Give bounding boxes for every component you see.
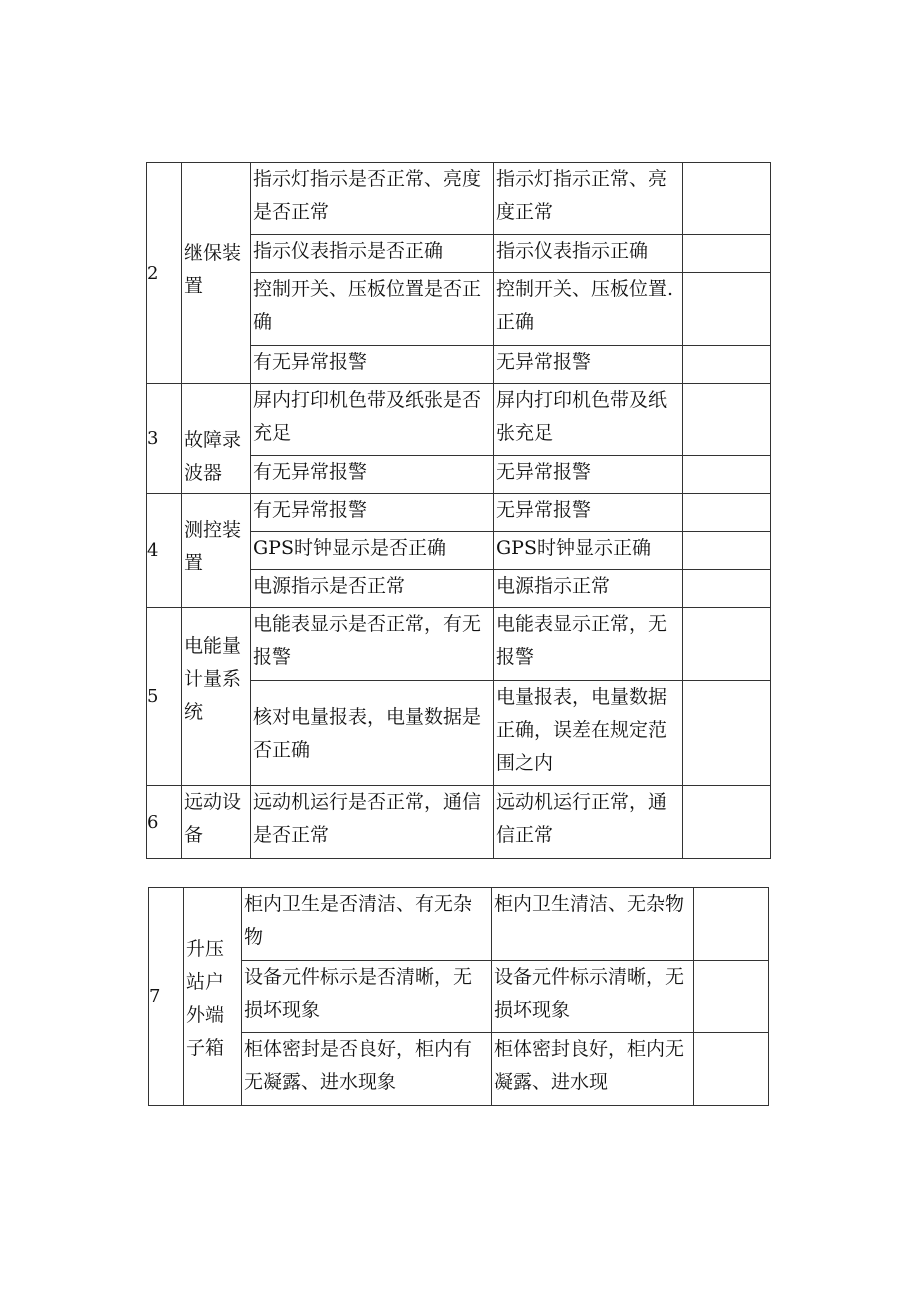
check-item: 屏内打印机色带及纸张是否充足 bbox=[251, 384, 494, 456]
standard-item: 远动机运行正常，通信正常 bbox=[494, 786, 683, 859]
table-row bbox=[149, 888, 769, 961]
check-item: 有无异常报警 bbox=[251, 494, 494, 532]
system-name: 测控装置 bbox=[182, 494, 251, 608]
result-cell bbox=[683, 570, 771, 608]
system-name: 电能量计量系统 bbox=[182, 608, 251, 786]
table-row bbox=[147, 163, 771, 235]
standard-item: 电量报表，电量数据正确，误差在规定范围之内 bbox=[494, 681, 683, 786]
item-number: 5 bbox=[147, 608, 182, 786]
standard-item: 无异常报警 bbox=[494, 346, 683, 384]
item-number: 4 bbox=[147, 494, 182, 608]
table-row bbox=[149, 961, 769, 1033]
system-name: 故障录波器 bbox=[182, 384, 251, 494]
check-item: 控制开关、压板位置是否正确 bbox=[251, 273, 494, 346]
check-item: 电能表显示是否正常，有无报警 bbox=[251, 608, 494, 681]
check-item: 远动机运行是否正常，通信是否正常 bbox=[251, 786, 494, 859]
result-cell bbox=[694, 961, 769, 1033]
inspection-table-1 bbox=[146, 162, 771, 859]
system-name: 远动设备 bbox=[182, 786, 251, 859]
result-cell bbox=[683, 346, 771, 384]
standard-item: 电能表显示正常，无报警 bbox=[494, 608, 683, 681]
result-cell bbox=[683, 494, 771, 532]
check-item: 有无异常报警 bbox=[251, 456, 494, 494]
item-number: 3 bbox=[147, 384, 182, 494]
table-row bbox=[149, 1033, 769, 1106]
table-row bbox=[147, 494, 771, 532]
check-item: 柜内卫生是否清洁、有无杂物 bbox=[242, 888, 492, 961]
result-cell bbox=[683, 235, 771, 273]
standard-item: 无异常报警 bbox=[494, 456, 683, 494]
result-cell bbox=[694, 888, 769, 961]
standard-item: 柜内卫生清洁、无杂物 bbox=[492, 888, 694, 961]
standard-item: 指示灯指示正常、亮度正常 bbox=[494, 163, 683, 235]
standard-item: 指示仪表指示正确 bbox=[494, 235, 683, 273]
result-cell bbox=[683, 273, 771, 346]
result-cell bbox=[683, 532, 771, 570]
system-name: 升压站户外端子箱 bbox=[184, 888, 242, 1106]
check-item: 设备元件标示是否清晰，无损坏现象 bbox=[242, 961, 492, 1033]
standard-item: 电源指示正常 bbox=[494, 570, 683, 608]
standard-item: 无异常报警 bbox=[494, 494, 683, 532]
standard-item: 设备元件标示清晰，无损坏现象 bbox=[492, 961, 694, 1033]
check-item: 指示仪表指示是否正确 bbox=[251, 235, 494, 273]
standard-item: 屏内打印机色带及纸张充足 bbox=[494, 384, 683, 456]
result-cell bbox=[694, 1033, 769, 1106]
check-item: 柜体密封是否良好，柜内有无凝露、进水现象 bbox=[242, 1033, 492, 1106]
check-item: 电源指示是否正常 bbox=[251, 570, 494, 608]
result-cell bbox=[683, 608, 771, 681]
result-cell bbox=[683, 456, 771, 494]
check-item: 指示灯指示是否正常、亮度是否正常 bbox=[251, 163, 494, 235]
check-item: GPS时钟显示是否正确 bbox=[251, 532, 494, 570]
check-item: 有无异常报警 bbox=[251, 346, 494, 384]
item-number: 6 bbox=[147, 786, 182, 859]
standard-item: GPS时钟显示正确 bbox=[494, 532, 683, 570]
result-cell bbox=[683, 384, 771, 456]
result-cell bbox=[683, 786, 771, 859]
system-name: 继保装置 bbox=[182, 163, 251, 384]
result-cell bbox=[683, 163, 771, 235]
table-row bbox=[147, 608, 771, 681]
item-number: 7 bbox=[149, 888, 184, 1106]
check-item: 核对电量报表，电量数据是否正确 bbox=[251, 681, 494, 786]
result-cell bbox=[683, 681, 771, 786]
table-row bbox=[147, 786, 771, 859]
standard-item: 控制开关、压板位置.正确 bbox=[494, 273, 683, 346]
item-number: 2 bbox=[147, 163, 182, 384]
inspection-table-2 bbox=[148, 887, 769, 1106]
standard-item: 柜体密封良好，柜内无凝露、进水现 bbox=[492, 1033, 694, 1106]
table-row bbox=[147, 384, 771, 456]
